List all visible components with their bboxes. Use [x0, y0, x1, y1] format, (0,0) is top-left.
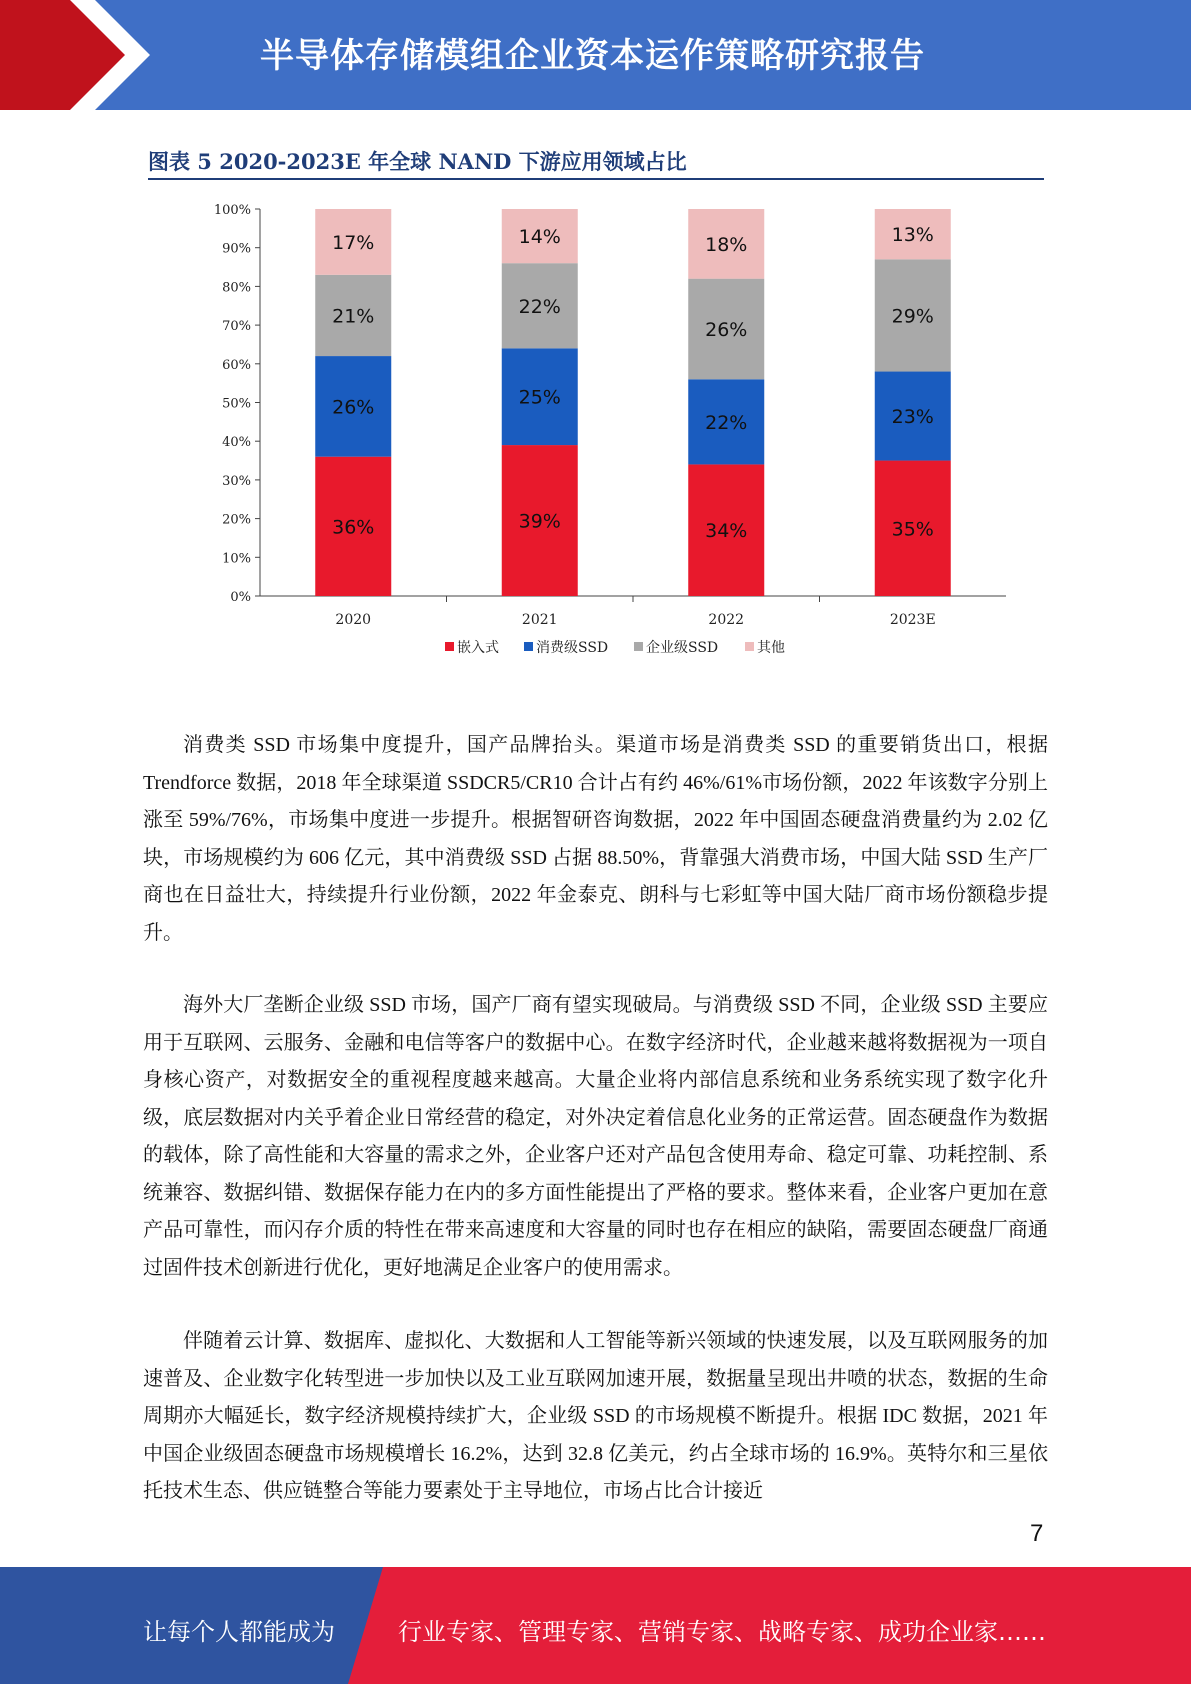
bar-data-label: 22%	[705, 411, 748, 434]
y-tick-label: 90%	[222, 241, 251, 257]
legend-swatch	[745, 642, 754, 651]
bar-data-label: 25%	[518, 386, 561, 409]
y-tick-label: 70%	[222, 319, 251, 335]
page-footer	[0, 1567, 1191, 1684]
bar-data-label: 21%	[332, 305, 375, 328]
legend-label: 嵌入式	[457, 640, 499, 656]
x-tick-label: 2022	[708, 612, 745, 628]
header-chevron-icon	[0, 0, 170, 110]
paragraph-enterprise-ssd: 海外大厂垄断企业级 SSD 市场，国产厂商有望实现破局。与消费级 SSD 不同，企业级 SSD 主要应用于互联网、云服务、金融和电信等客户的数据中心。在数字经济时代，企业越来越将数据视为一项自身核心资产，对数据安全的重视程度越来越高。大量企业将内部信息系统和业务系统实现了数字化升级，底层数据对内关乎着企业日常经营的稳定，对外决定着信息化业务的正常运营。固态硬盘作为数据的载体，除了高性能和大容量的需求之外，企业客户还对产品包含使用寿命、稳定可靠、功耗控制、系统兼容、数据纠错、数据保存能力在内的多方面性能提出了严格的要求。整体来看，企业客户更加在意产品可靠性，而闪存介质的特性在带来高速度和大容量的同时也存在相应的缺陷，需要固态硬盘厂商通过固件技术创新进行优化，更好地满足企业客户的使用需求。	[143, 994, 1048, 1279]
bar-data-label: 14%	[518, 226, 561, 249]
y-tick-label: 80%	[222, 280, 251, 296]
x-tick-label: 2021	[521, 612, 558, 628]
bar-data-label: 29%	[891, 305, 934, 328]
y-tick-label: 0%	[230, 590, 251, 605]
page-header	[0, 0, 1191, 110]
bar-data-label: 13%	[891, 224, 934, 247]
legend-label: 消费级SSD	[536, 640, 609, 656]
report-title: 半导体存储模组企业资本运作策略研究报告	[260, 36, 925, 76]
y-tick-label: 30%	[222, 473, 251, 489]
bar-data-label: 18%	[705, 233, 748, 256]
footer-slogan-left: 让每个人都能成为	[143, 1618, 335, 1646]
bar-data-label: 17%	[332, 231, 375, 254]
legend-swatch	[634, 642, 643, 651]
bar-data-label: 34%	[705, 520, 748, 543]
x-tick-label: 2023E	[889, 612, 936, 628]
legend-swatch	[445, 642, 454, 651]
x-tick-label: 2020	[335, 612, 372, 628]
legend-label: 其他	[757, 640, 785, 656]
nand-application-chart	[148, 190, 1038, 680]
y-tick-label: 20%	[222, 512, 251, 528]
y-tick-label: 60%	[222, 357, 251, 373]
footer-slogan-right: 行业专家、管理专家、营销专家、战略专家、成功企业家……	[398, 1618, 1046, 1646]
legend-swatch	[524, 642, 533, 651]
bar-data-label: 23%	[891, 406, 934, 429]
legend-label: 企业级SSD	[646, 640, 719, 656]
bar-data-label: 22%	[518, 295, 561, 318]
y-tick-label: 10%	[222, 551, 251, 567]
caption-divider	[148, 178, 1044, 180]
y-tick-label: 100%	[213, 203, 251, 218]
bar-data-label: 26%	[705, 318, 748, 341]
page-number: 7	[1030, 1520, 1044, 1547]
bar-data-label: 39%	[518, 510, 561, 533]
y-tick-label: 40%	[222, 435, 251, 451]
bar-data-label: 26%	[332, 396, 375, 419]
bar-data-label: 36%	[332, 516, 375, 539]
paragraph-consumer-ssd: 消费类 SSD 市场集中度提升，国产品牌抬头。渠道市场是消费类 SSD 的重要销货出口，根据 Trendforce 数据，2018 年全球渠道 SSDCR5/CR10 合计占有约 46%/61%市场份额，2022 年该数字分别上涨至 59%/76%，市场集中度进一步提升。根据智研咨询数据，2022 年中国固态硬盘消费量约为 2.02 亿块，市场规模约为 606 亿元，其中消费级 SSD 占据 88.50%，背靠强大消费市场，中国大陆 SSD 生产厂商也在日益壮大，持续提升行业份额，2022 年金泰克、朗科与七彩虹等中国大陆厂商市场份额稳步提升。	[143, 734, 1048, 944]
y-tick-label: 50%	[222, 396, 251, 412]
paragraph-market-growth: 伴随着云计算、数据库、虚拟化、大数据和人工智能等新兴领域的快速发展，以及互联网服务的加速普及、企业数字化转型进一步加快以及工业互联网加速开展，数据量呈现出井喷的状态，数据的生命周期亦大幅延长，数字经济规模持续扩大，企业级 SSD 的市场规模不断提升。根据 IDC 数据，2021 年中国企业级固态硬盘市场规模增长 16.2%，达到 32.8 亿美元，约占全球市场的 16.9%。英特尔和三星依托技术生态、供应链整合等能力要素处于主导地位，市场占比合计接近	[143, 1330, 1048, 1502]
figure-caption: 图表 5 2020-2023E 年全球 NAND 下游应用领域占比	[148, 149, 687, 174]
bar-data-label: 35%	[891, 518, 934, 541]
